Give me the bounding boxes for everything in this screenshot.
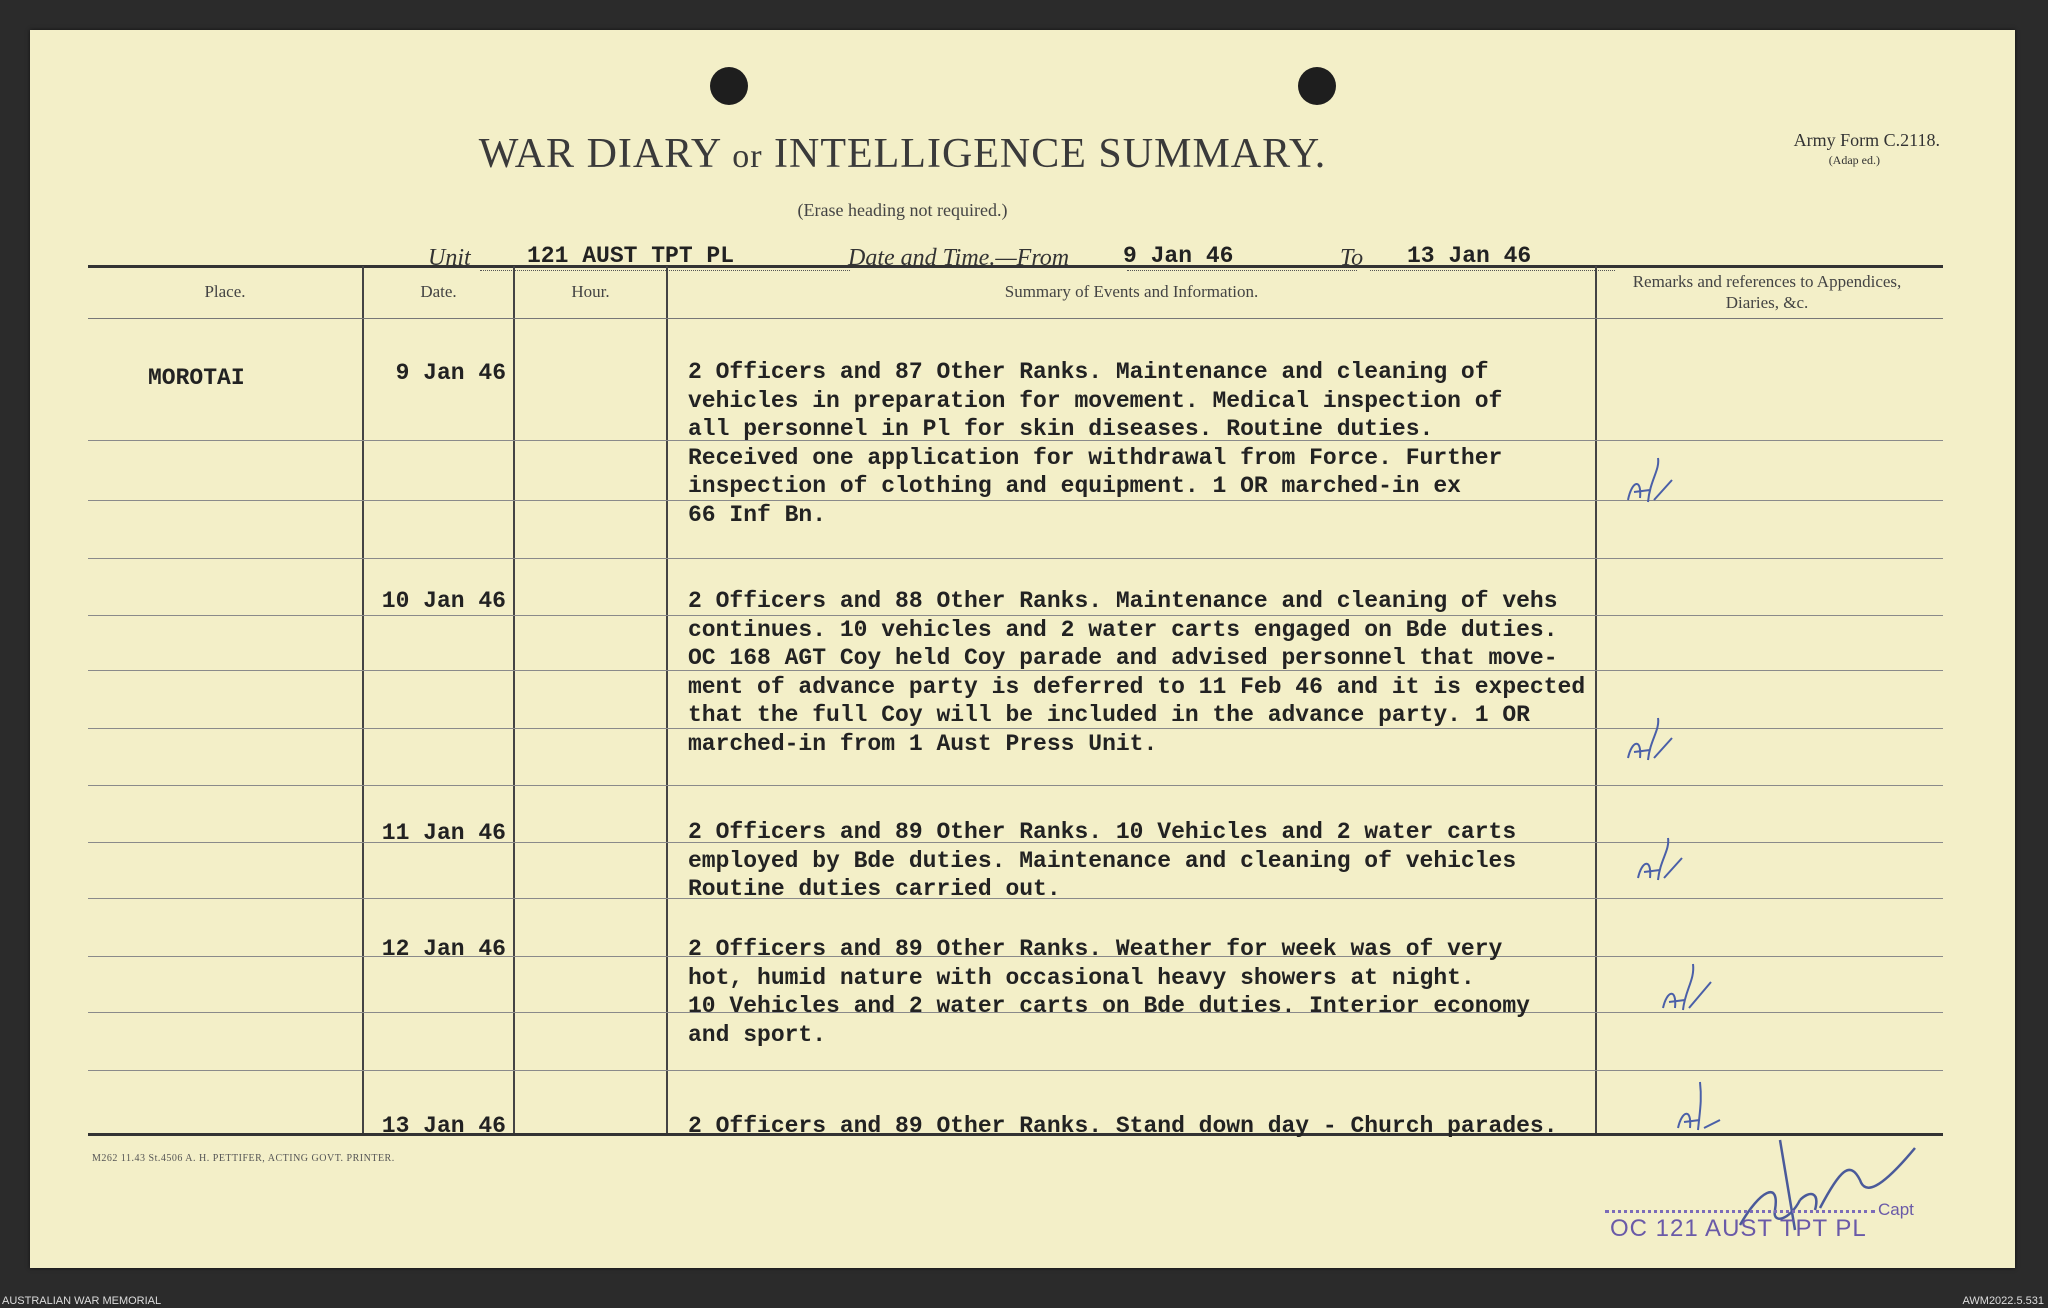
col-header-date: Date. <box>420 282 457 302</box>
col-header-remarks: Remarks and references to Appendices, Diaries, &c. <box>1632 271 1902 312</box>
signature-dotted-line <box>1605 1210 1875 1213</box>
form-subtitle: (Erase heading not required.) <box>797 200 1008 220</box>
entry-summary: 2 Officers and 89 Other Ranks. Weather for week was of very hot, humid nature with occasional heavy showers at night. 10 Vehicles and 2 water carts on Bde duties. Interior economy and sport. <box>688 936 1530 1048</box>
date-from-label: Date and Time.—From <box>848 245 1070 271</box>
entry-date: 13 Jan 46 <box>381 1113 506 1139</box>
date-to-value: 13 Jan 46 <box>1407 243 1532 269</box>
entry-summary: 2 Officers and 89 Other Ranks. 10 Vehicles and 2 water carts employed by Bde duties. Maintenance and cleaning of vehicles Routine duties carried out. <box>688 819 1517 902</box>
entry-summary: 2 Officers and 89 Other Ranks. Stand down day - Church parades. <box>688 1113 1558 1139</box>
punch-hole <box>1298 67 1336 105</box>
printer-imprint: M262 11.43 St.4506 A. H. PETTIFER, ACTING GOVT. PRINTER. <box>92 1153 395 1164</box>
col-header-summary: Summary of Events and Information. <box>1004 282 1259 302</box>
archive-reference: AWM2022.5.531 <box>1962 1295 2044 1307</box>
entry-summary: 2 Officers and 87 Other Ranks. Maintenance and cleaning of vehicles in preparation for movement. Medical inspection of all personnel in Pl for skin diseases. Routine duties. Received one application for withdrawal from Force. Further inspection of clothing and equipment. 1 OR marched-in ex 66 Inf Bn. <box>688 359 1503 528</box>
diary-page <box>30 30 2015 1268</box>
entry-date: 11 Jan 46 <box>381 820 506 846</box>
unit-value: 121 AUST TPT PL <box>527 243 735 269</box>
entry-date: 12 Jan 46 <box>381 936 506 962</box>
date-from-value: 9 Jan 46 <box>1123 243 1234 269</box>
form-title: WAR DIARY or INTELLIGENCE SUMMARY. <box>478 131 1327 177</box>
entry-date: 9 Jan 46 <box>395 360 506 386</box>
punch-hole <box>710 67 748 105</box>
entry-date: 10 Jan 46 <box>381 588 506 614</box>
place-value: MOROTAI <box>148 365 245 391</box>
rank-stamp: Capt <box>1878 1200 1914 1219</box>
entry-summary: 2 Officers and 88 Other Ranks. Maintenance and cleaning of vehs continues. 10 vehicles and 2 water carts engaged on Bde duties. OC 168 AGT Coy held Coy parade and advised personnel that move- ment of advance party is deferred to 11 Feb 46 and it is expected that the full Coy will be included in the advance party. 1 OR marched-in from 1 Aust Press Unit. <box>688 588 1586 757</box>
unit-stamp: OC 121 AUST TPT PL <box>1610 1215 1867 1242</box>
unit-label: Unit <box>428 245 471 271</box>
date-to-label: To <box>1340 245 1364 271</box>
archive-credit: AUSTRALIAN WAR MEMORIAL <box>2 1295 162 1307</box>
initials-signature <box>1620 450 1680 510</box>
initials-signature <box>1655 960 1715 1020</box>
col-header-place: Place. <box>204 282 246 302</box>
initials-signature <box>1630 830 1690 890</box>
form-note: (Adap ed.) <box>1828 153 1880 167</box>
initials-signature <box>1620 710 1680 770</box>
form-number: Army Form C.2118. (Adap ed.) <box>1793 130 1940 167</box>
col-header-hour: Hour. <box>571 282 610 302</box>
